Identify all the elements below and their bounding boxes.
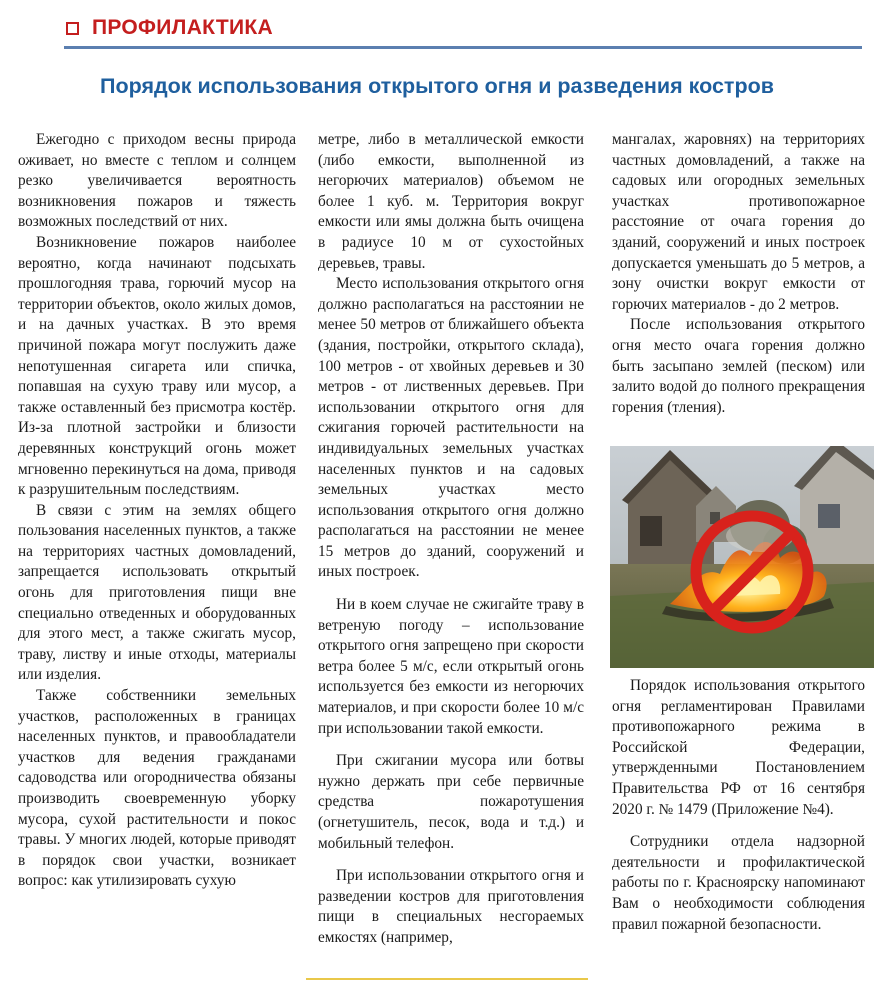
article-column-2: [318, 130, 584, 949]
section-header: [64, 16, 862, 49]
paragraph: Порядок использования открытого огня регламентирован Правилами противопожарного режима в Российской Федерации, утвержденными Постановлением Правительства РФ от 16 сентября 2020 г. № 1479 (Приложение №4).: [612, 677, 865, 818]
paragraph: метре, либо в металлической емкости (либо емкости, выполненной из негорючих материалов) объемом не более 1 куб. м. Территория вокруг емкости или ямы должна быть очищена в радиусе 10 м от сухостойных деревьев, травы.: [318, 131, 584, 272]
paragraph: При использовании открытого огня и разведении костров для приготовления пищи в специальных несгораемых емкостях (например,: [318, 867, 584, 946]
article-column-3-bottom: [612, 676, 865, 935]
article-title: Порядок использования открытого огня и разведения костров: [100, 74, 774, 98]
paragraph: Также собственники земельных участков, расположенных в границах населенных пунктов, и правообладатели участков для ведения гражданами садоводства или огородничества обязаны производить своевременную уборку мусора, сухой растительности и покос травы. У многих людей, которые приводят в порядок свои участки, возникает вопрос: как утилизировать сухую: [18, 687, 296, 890]
paragraph: Ни в коем случае не сжигайте траву в ветреную погоду – использование открытого огня запрещено при скорости ветра более 5 м/с, если открытый огонь используется без емкости из негорючих материалов, и при скорости более 10 м/с при использовании такой емкости.: [318, 596, 584, 737]
paragraph: Ежегодно с приходом весны природа оживает, но вместе с теплом и солнцем резко увеличивается вероятность возникновения пожаров и тяжесть возможных последствий от них.: [18, 131, 296, 231]
grass-fire-photo: [610, 446, 874, 668]
paragraph: Возникновение пожаров наиболее вероятно, когда начинают подсыхать прошлогодняя трава, горючий мусор на территории объектов, около жилых домов, и на дачных участках. В это время причиной пожара могут послужить даже непотушенная сигарета или спичка, попавшая на сухую траву или мусор, а также оставленный без присмотра костёр. Из-за плотной застройки и близости деревянных конструкций огонь может мгновенно перекинуться на дома, приводя к разрушительным последствиям.: [18, 233, 296, 499]
paragraph: После использования открытого огня место очага горения должно быть засыпано землей (песком) или залито водой до полного прекращения горения (тления).: [612, 316, 865, 416]
paragraph: Сотрудники отдела надзорной деятельности и профилактической работы по г. Красноярску напоминают Вам о необходимости соблюдения правил пожарной безопасности.: [612, 833, 865, 933]
paragraph: При сжигании мусора или ботвы нужно держать при себе первичные средства пожаротушения (огнетушитель, песок, вода и т.д.) и мобильный телефон.: [318, 752, 584, 852]
paragraph: Место использования открытого огня должно располагаться на расстоянии не менее 50 метров от ближайшего объекта (здания, постройки, открытого склада), 100 метров - от хвойных деревьев и 30 метров - от лиственных деревьев. При использовании открытого огня для сжигания горючей растительности на индивидуальных земельных участках населенных пунктов и на садовых земельных участках место использования открытого огня должно располагаться на расстоянии не менее 15 метров до зданий, сооружений и иных построек.: [318, 275, 584, 581]
paragraph: мангалах, жаровнях) на территориях частных домовладений, а также на садовых или огородных земельных участках противопожарное расстояние от очага горения до зданий, сооружений и иных построек допускается уменьшать до 5 метров, а зону очистки вокруг емкости от горючих материалов - до 2 метров.: [612, 131, 865, 313]
article-column-3: [612, 130, 865, 418]
checkbox-square-icon: [66, 22, 79, 35]
decorative-rule: [306, 978, 588, 980]
article-column-1: [18, 130, 296, 892]
paragraph: В связи с этим на землях общего пользования населенных пунктов, а также на территориях частных домовладений, запрещается использовать открытый огонь для приготовления пищи вне специально отведенных и оборудованных для этого мест, а также сжигать мусор, траву, листву и иные отходы, материалы или изделия.: [18, 501, 296, 684]
section-label: ПРОФИЛАКТИКА: [92, 16, 273, 39]
